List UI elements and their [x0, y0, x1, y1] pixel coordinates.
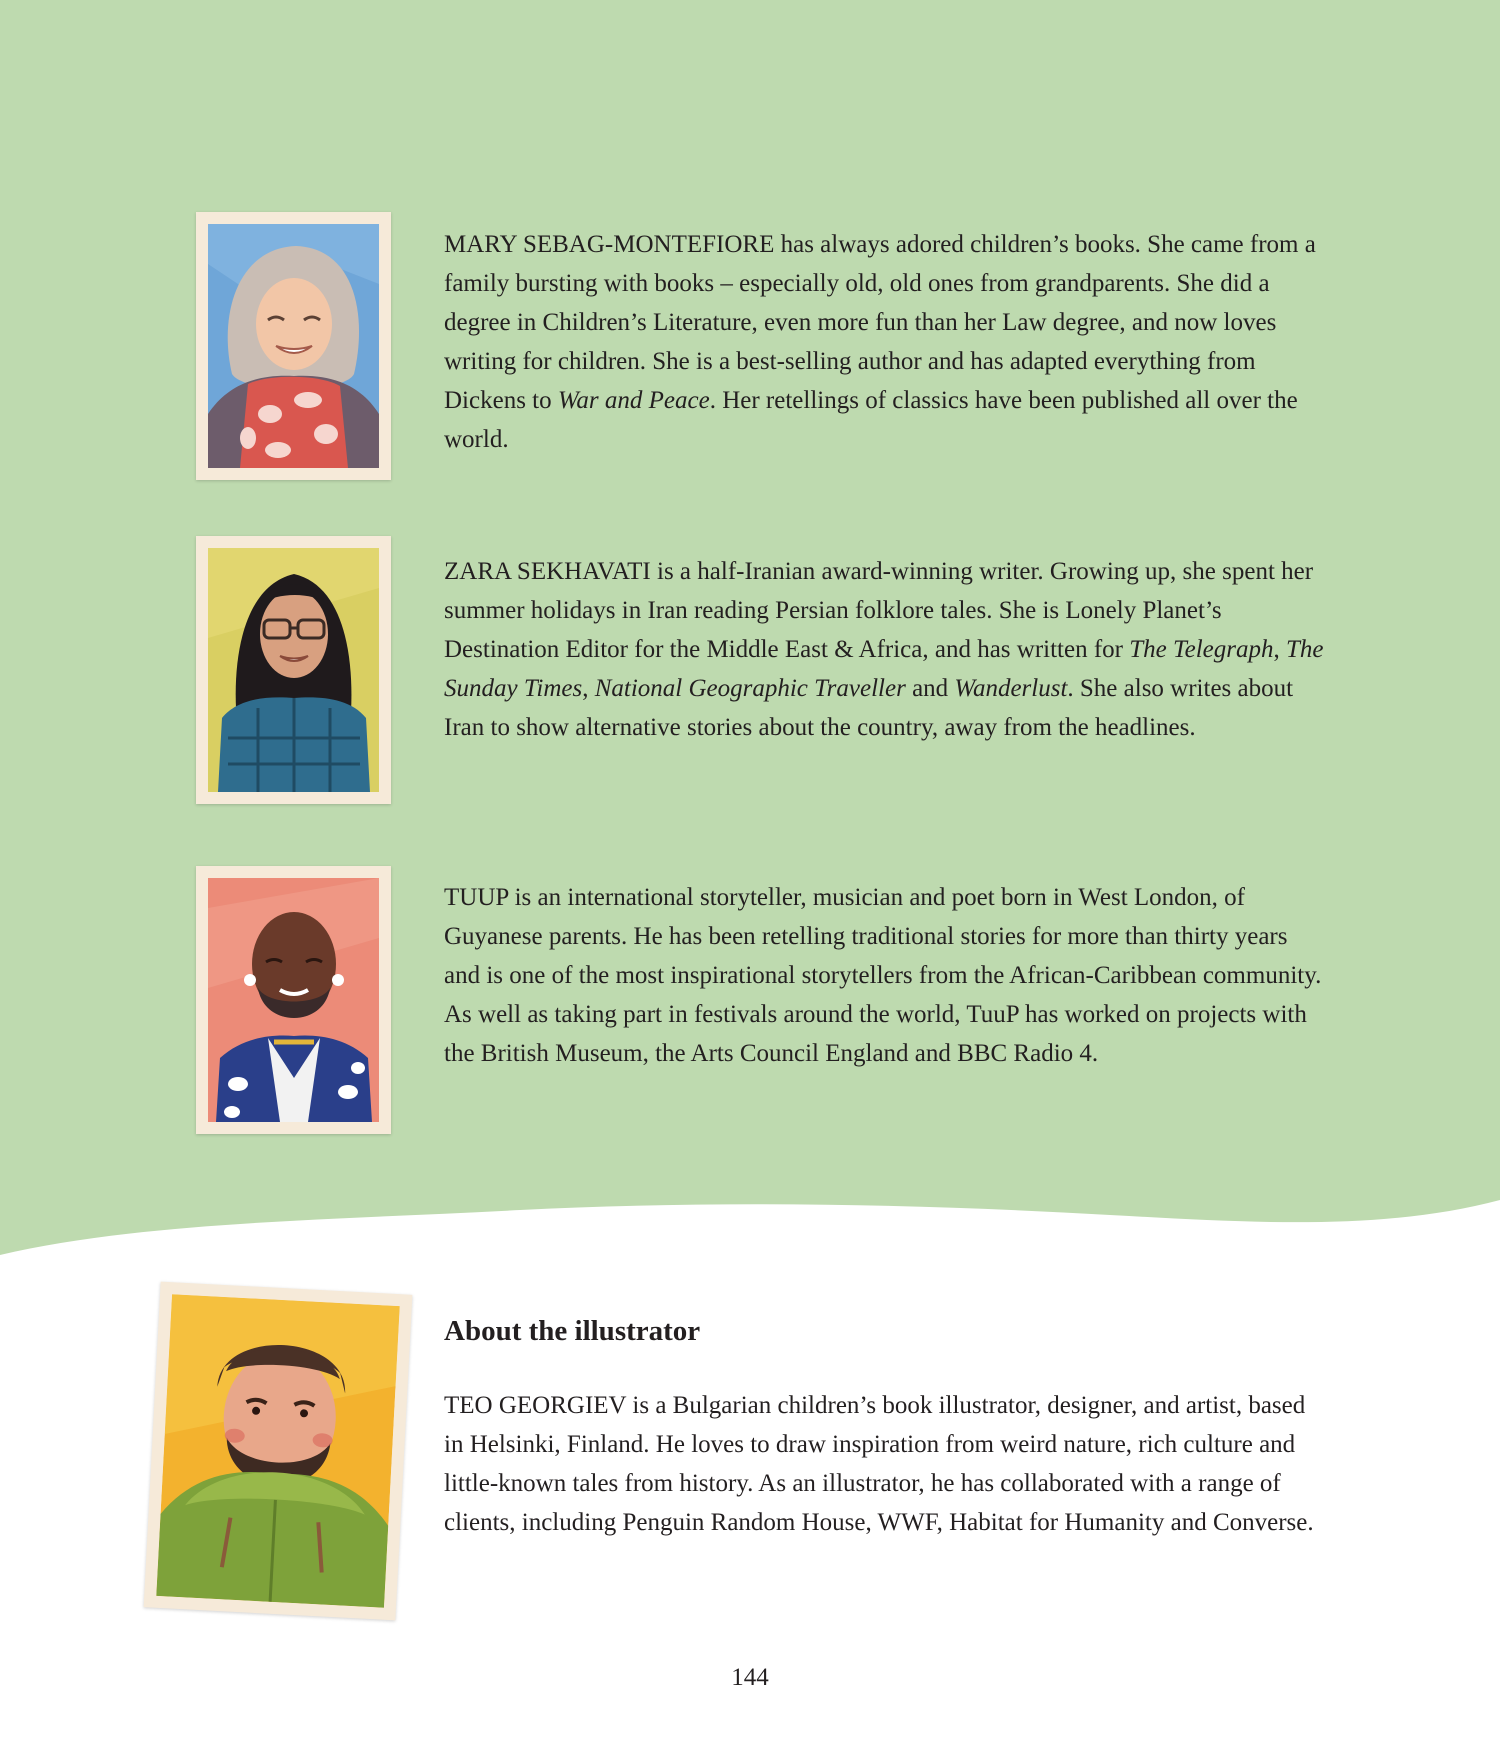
- mary-sebag-montefiore-bio: MARY SEBAG-MONTEFIORE has always adored children’s books. She came from a family bursting with books – especially old, old ones from grandparents. She did a degree in Children’s Literature, even more fun than her Law degree, and now loves writing for children. She is a best-selling author and has adapted everything from Dickens to War and Peace. Her retellings of classics have been published all over the world.: [444, 231, 1316, 453]
- zara-sekhavati-portrait: [196, 536, 391, 804]
- mary-sebag-montefiore-portrait: [196, 212, 391, 480]
- page-number: 144: [731, 1664, 769, 1691]
- teo-georgiev-portrait: [144, 1282, 413, 1621]
- tuup-bio: TUUP is an international storyteller, musician and poet born in West London, of Guyanese parents. He has been retelling traditional stories for more than thirty years and is one of the most inspirational storytellers from the African-Caribbean community. As well as taking part in festivals around the world, TuuP has worked on projects with the British Museum, the Arts Council England and BBC Radio 4.: [444, 884, 1322, 1067]
- teo-georgiev-bio: TEO GEORGIEV is a Bulgarian children’s book illustrator, designer, and artist, based in Helsinki, Finland. He loves to draw inspiration from weird nature, rich culture and little-known tales from history. As an illustrator, he has collaborated with a range of clients, including Penguin Random House, WWF, Habitat for Humanity and Converse.: [444, 1392, 1314, 1536]
- tuup-portrait: [196, 866, 391, 1134]
- illustrator-heading: About the illustrator: [444, 1315, 701, 1347]
- zara-sekhavati-bio: ZARA SEKHAVATI is a half-Iranian award-winning writer. Growing up, she spent her summer holidays in Iran reading Persian folklore tales. She is Lonely Planet’s Destination Editor for the Middle East & Africa, and has written for The Telegraph, The Sunday Times, National Geographic Traveller and Wanderlust. She also writes about Iran to show alternative stories about the country, away from the headlines.: [444, 558, 1324, 741]
